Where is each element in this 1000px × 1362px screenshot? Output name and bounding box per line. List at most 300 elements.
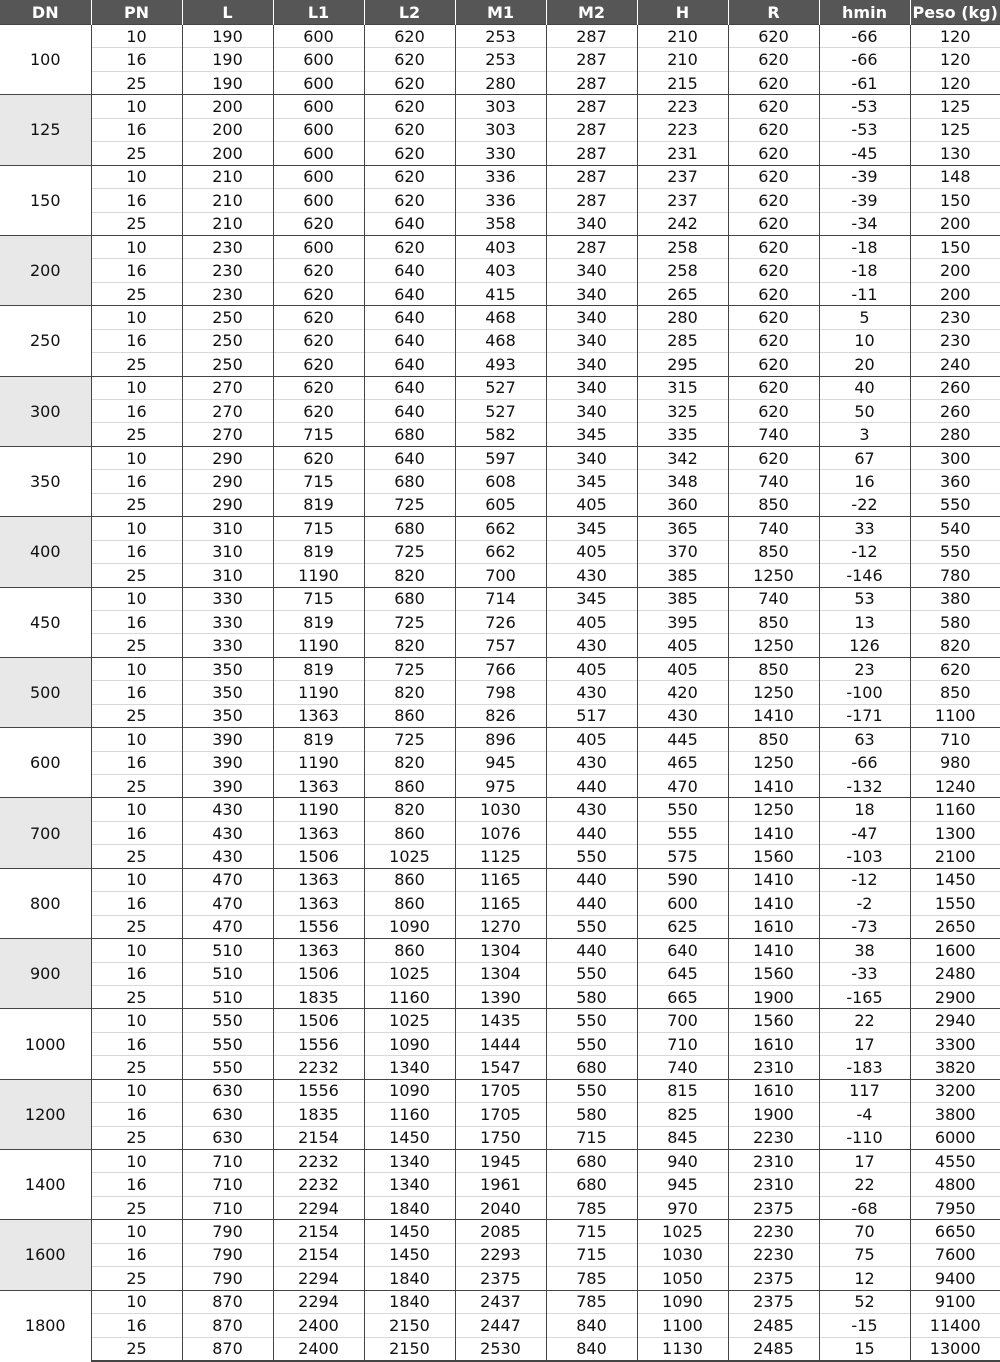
cell-pn: 10	[91, 868, 182, 891]
cell-h: 223	[637, 95, 728, 118]
cell-r: 620	[728, 95, 819, 118]
cell-l1: 819	[273, 728, 364, 751]
cell-l1: 2154	[273, 1220, 364, 1243]
cell-m2: 840	[546, 1337, 637, 1361]
cell-pn: 16	[91, 962, 182, 985]
cell-l2: 1840	[364, 1267, 455, 1290]
cell-dn: 150	[0, 165, 91, 235]
cell-h: 940	[637, 1150, 728, 1173]
table-row	[0, 493, 1000, 516]
cell-h: 335	[637, 423, 728, 446]
table-row	[0, 71, 1000, 94]
table-row	[0, 259, 1000, 282]
cell-l2: 620	[364, 165, 455, 188]
cell-l1: 600	[273, 71, 364, 94]
cell-r: 1250	[728, 681, 819, 704]
cell-l2: 640	[364, 376, 455, 399]
cell-l: 870	[182, 1337, 273, 1361]
cell-m1: 468	[455, 329, 546, 352]
cell-r: 850	[728, 493, 819, 516]
cell-r: 2310	[728, 1173, 819, 1196]
cell-h: 1100	[637, 1314, 728, 1337]
table-row	[0, 1103, 1000, 1126]
cell-l1: 819	[273, 493, 364, 516]
cell-l: 270	[182, 423, 273, 446]
cell-pn: 10	[91, 587, 182, 610]
cell-pn: 25	[91, 704, 182, 727]
cell-h: 640	[637, 939, 728, 962]
cell-hmin: -110	[819, 1126, 910, 1149]
cell-peso: 120	[910, 71, 1000, 94]
cell-peso: 125	[910, 95, 1000, 118]
cell-peso: 7950	[910, 1196, 1000, 1219]
cell-dn: 400	[0, 517, 91, 587]
cell-hmin: -165	[819, 985, 910, 1008]
cell-m2: 405	[546, 657, 637, 680]
cell-peso: 260	[910, 400, 1000, 423]
cell-m2: 680	[546, 1150, 637, 1173]
cell-peso: 360	[910, 470, 1000, 493]
cell-l: 270	[182, 400, 273, 423]
cell-m2: 340	[546, 376, 637, 399]
table-row	[0, 1032, 1000, 1055]
cell-l2: 620	[364, 25, 455, 48]
cell-m2: 440	[546, 939, 637, 962]
cell-h: 395	[637, 610, 728, 633]
cell-l1: 600	[273, 142, 364, 165]
cell-m1: 2040	[455, 1196, 546, 1219]
cell-h: 280	[637, 306, 728, 329]
cell-m1: 662	[455, 517, 546, 540]
cell-m2: 680	[546, 1056, 637, 1079]
cell-hmin: -33	[819, 962, 910, 985]
cell-hmin: -132	[819, 775, 910, 798]
cell-l: 230	[182, 259, 273, 282]
cell-m2: 340	[546, 353, 637, 376]
cell-pn: 10	[91, 1009, 182, 1032]
cell-l: 790	[182, 1267, 273, 1290]
column-header-r: R	[728, 0, 819, 25]
cell-l: 430	[182, 845, 273, 868]
cell-r: 740	[728, 423, 819, 446]
cell-h: 258	[637, 259, 728, 282]
cell-l1: 819	[273, 657, 364, 680]
cell-r: 2230	[728, 1243, 819, 1266]
cell-l1: 715	[273, 470, 364, 493]
cell-m2: 430	[546, 564, 637, 587]
cell-h: 590	[637, 868, 728, 891]
cell-hmin: 23	[819, 657, 910, 680]
cell-r: 1560	[728, 1009, 819, 1032]
cell-h: 348	[637, 470, 728, 493]
cell-pn: 10	[91, 657, 182, 680]
cell-m2: 550	[546, 1009, 637, 1032]
cell-m2: 517	[546, 704, 637, 727]
cell-l2: 640	[364, 212, 455, 235]
cell-m1: 1304	[455, 962, 546, 985]
cell-m1: 726	[455, 610, 546, 633]
cell-r: 1900	[728, 985, 819, 1008]
cell-m2: 345	[546, 517, 637, 540]
cell-pn: 10	[91, 517, 182, 540]
cell-hmin: 67	[819, 446, 910, 469]
cell-pn: 16	[91, 470, 182, 493]
cell-l2: 820	[364, 634, 455, 657]
table-row	[0, 1337, 1000, 1361]
cell-r: 1410	[728, 775, 819, 798]
table-row	[0, 1009, 1000, 1032]
cell-peso: 550	[910, 540, 1000, 563]
cell-l1: 620	[273, 446, 364, 469]
cell-m2: 785	[546, 1267, 637, 1290]
cell-r: 1250	[728, 798, 819, 821]
table-row	[0, 142, 1000, 165]
cell-pn: 16	[91, 821, 182, 844]
cell-m1: 358	[455, 212, 546, 235]
cell-h: 325	[637, 400, 728, 423]
cell-l1: 600	[273, 189, 364, 212]
cell-l2: 2150	[364, 1314, 455, 1337]
cell-l1: 1506	[273, 845, 364, 868]
cell-h: 575	[637, 845, 728, 868]
cell-l: 710	[182, 1173, 273, 1196]
cell-hmin: 126	[819, 634, 910, 657]
table-row	[0, 376, 1000, 399]
cell-r: 620	[728, 118, 819, 141]
table-row	[0, 189, 1000, 212]
cell-r: 850	[728, 610, 819, 633]
cell-m1: 2530	[455, 1337, 546, 1361]
cell-m1: 766	[455, 657, 546, 680]
cell-dn: 350	[0, 446, 91, 516]
cell-hmin: 10	[819, 329, 910, 352]
cell-m2: 550	[546, 1032, 637, 1055]
cell-r: 2230	[728, 1220, 819, 1243]
cell-l2: 1160	[364, 1103, 455, 1126]
cell-r: 620	[728, 306, 819, 329]
cell-hmin: 15	[819, 1337, 910, 1361]
cell-l2: 640	[364, 282, 455, 305]
table-row	[0, 306, 1000, 329]
cell-pn: 25	[91, 1267, 182, 1290]
cell-peso: 2940	[910, 1009, 1000, 1032]
cell-hmin: 22	[819, 1009, 910, 1032]
cell-hmin: -39	[819, 189, 910, 212]
cell-l2: 640	[364, 353, 455, 376]
cell-h: 555	[637, 821, 728, 844]
cell-peso: 550	[910, 493, 1000, 516]
cell-l: 630	[182, 1079, 273, 1102]
cell-m2: 340	[546, 259, 637, 282]
cell-h: 365	[637, 517, 728, 540]
table-row	[0, 353, 1000, 376]
cell-peso: 540	[910, 517, 1000, 540]
cell-h: 315	[637, 376, 728, 399]
cell-l1: 2232	[273, 1173, 364, 1196]
cell-hmin: 5	[819, 306, 910, 329]
cell-peso: 2650	[910, 915, 1000, 938]
cell-l1: 715	[273, 423, 364, 446]
cell-peso: 980	[910, 751, 1000, 774]
cell-pn: 10	[91, 1150, 182, 1173]
cell-r: 850	[728, 657, 819, 680]
cell-r: 1250	[728, 751, 819, 774]
cell-pn: 10	[91, 235, 182, 258]
cell-peso: 1240	[910, 775, 1000, 798]
cell-l2: 725	[364, 728, 455, 751]
cell-peso: 130	[910, 142, 1000, 165]
cell-l1: 715	[273, 587, 364, 610]
cell-pn: 25	[91, 423, 182, 446]
cell-peso: 710	[910, 728, 1000, 751]
cell-r: 740	[728, 470, 819, 493]
cell-h: 700	[637, 1009, 728, 1032]
cell-r: 620	[728, 25, 819, 48]
cell-r: 1410	[728, 704, 819, 727]
cell-pn: 10	[91, 1079, 182, 1102]
table-row	[0, 1079, 1000, 1102]
cell-peso: 120	[910, 48, 1000, 71]
column-header-hmin: hmin	[819, 0, 910, 25]
cell-m2: 287	[546, 95, 637, 118]
table-row	[0, 985, 1000, 1008]
cell-l2: 1090	[364, 915, 455, 938]
cell-pn: 16	[91, 48, 182, 71]
cell-m2: 405	[546, 540, 637, 563]
cell-hmin: 52	[819, 1290, 910, 1313]
cell-r: 1250	[728, 564, 819, 587]
column-header-peso: Peso (kg)	[910, 0, 1000, 25]
cell-hmin: 53	[819, 587, 910, 610]
cell-l: 330	[182, 634, 273, 657]
cell-l2: 1450	[364, 1243, 455, 1266]
cell-m2: 430	[546, 634, 637, 657]
cell-h: 360	[637, 493, 728, 516]
cell-m2: 440	[546, 775, 637, 798]
table-row	[0, 329, 1000, 352]
cell-l1: 819	[273, 610, 364, 633]
cell-l: 510	[182, 962, 273, 985]
cell-m1: 2085	[455, 1220, 546, 1243]
cell-l2: 725	[364, 657, 455, 680]
cell-dn: 200	[0, 235, 91, 305]
cell-m1: 2437	[455, 1290, 546, 1313]
cell-l1: 600	[273, 95, 364, 118]
cell-l1: 2154	[273, 1126, 364, 1149]
cell-r: 620	[728, 446, 819, 469]
cell-m1: 1125	[455, 845, 546, 868]
column-header-dn: DN	[0, 0, 91, 25]
cell-l1: 1363	[273, 892, 364, 915]
cell-dn: 600	[0, 728, 91, 798]
cell-l: 430	[182, 821, 273, 844]
table-row	[0, 1150, 1000, 1173]
cell-l2: 860	[364, 939, 455, 962]
cell-peso: 11400	[910, 1314, 1000, 1337]
cell-l2: 860	[364, 868, 455, 891]
cell-l2: 620	[364, 95, 455, 118]
cell-h: 385	[637, 587, 728, 610]
cell-peso: 280	[910, 423, 1000, 446]
cell-l: 550	[182, 1032, 273, 1055]
cell-hmin: -47	[819, 821, 910, 844]
cell-peso: 380	[910, 587, 1000, 610]
cell-l: 200	[182, 118, 273, 141]
cell-m1: 1444	[455, 1032, 546, 1055]
cell-m2: 550	[546, 962, 637, 985]
cell-peso: 125	[910, 118, 1000, 141]
cell-l: 470	[182, 915, 273, 938]
cell-l1: 1190	[273, 634, 364, 657]
cell-l2: 820	[364, 751, 455, 774]
cell-m1: 468	[455, 306, 546, 329]
cell-l: 790	[182, 1243, 273, 1266]
cell-l2: 680	[364, 423, 455, 446]
cell-m1: 2293	[455, 1243, 546, 1266]
table-row	[0, 423, 1000, 446]
table-row	[0, 1056, 1000, 1079]
cell-l2: 725	[364, 610, 455, 633]
cell-m2: 715	[546, 1243, 637, 1266]
cell-l: 350	[182, 704, 273, 727]
cell-l1: 1363	[273, 868, 364, 891]
cell-m2: 440	[546, 868, 637, 891]
cell-m1: 1165	[455, 868, 546, 891]
cell-r: 2230	[728, 1126, 819, 1149]
cell-dn: 1000	[0, 1009, 91, 1079]
cell-peso: 1600	[910, 939, 1000, 962]
cell-m1: 1705	[455, 1103, 546, 1126]
cell-hmin: 40	[819, 376, 910, 399]
cell-h: 370	[637, 540, 728, 563]
cell-l2: 2150	[364, 1337, 455, 1361]
cell-l: 190	[182, 48, 273, 71]
cell-peso: 230	[910, 306, 1000, 329]
cell-m1: 1390	[455, 985, 546, 1008]
cell-l1: 620	[273, 329, 364, 352]
cell-hmin: -18	[819, 259, 910, 282]
cell-l1: 620	[273, 353, 364, 376]
cell-pn: 10	[91, 1220, 182, 1243]
cell-hmin: -12	[819, 540, 910, 563]
cell-pn: 25	[91, 282, 182, 305]
cell-peso: 3200	[910, 1079, 1000, 1102]
cell-pn: 25	[91, 1337, 182, 1361]
cell-m2: 405	[546, 728, 637, 751]
cell-pn: 16	[91, 610, 182, 633]
cell-peso: 2480	[910, 962, 1000, 985]
cell-peso: 820	[910, 634, 1000, 657]
cell-hmin: -73	[819, 915, 910, 938]
cell-m2: 715	[546, 1126, 637, 1149]
cell-hmin: -183	[819, 1056, 910, 1079]
cell-pn: 16	[91, 1103, 182, 1126]
cell-l1: 2400	[273, 1314, 364, 1337]
cell-h: 600	[637, 892, 728, 915]
cell-hmin: 13	[819, 610, 910, 633]
table-row	[0, 470, 1000, 493]
cell-hmin: 33	[819, 517, 910, 540]
table-row	[0, 751, 1000, 774]
cell-l: 510	[182, 985, 273, 1008]
cell-pn: 10	[91, 446, 182, 469]
column-header-l2: L2	[364, 0, 455, 25]
column-header-m1: M1	[455, 0, 546, 25]
cell-l1: 620	[273, 400, 364, 423]
cell-pn: 25	[91, 1126, 182, 1149]
cell-h: 285	[637, 329, 728, 352]
cell-dn: 1600	[0, 1220, 91, 1290]
table-row	[0, 564, 1000, 587]
cell-dn: 125	[0, 95, 91, 165]
cell-peso: 620	[910, 657, 1000, 680]
cell-dn: 500	[0, 657, 91, 727]
table-row	[0, 681, 1000, 704]
cell-pn: 16	[91, 189, 182, 212]
cell-pn: 10	[91, 376, 182, 399]
table-row	[0, 517, 1000, 540]
column-header-h: H	[637, 0, 728, 25]
table-row	[0, 235, 1000, 258]
cell-h: 550	[637, 798, 728, 821]
cell-l2: 725	[364, 540, 455, 563]
cell-r: 620	[728, 329, 819, 352]
cell-peso: 4550	[910, 1150, 1000, 1173]
cell-r: 620	[728, 282, 819, 305]
cell-l1: 1506	[273, 962, 364, 985]
cell-r: 620	[728, 235, 819, 258]
cell-peso: 1550	[910, 892, 1000, 915]
cell-l1: 620	[273, 376, 364, 399]
cell-pn: 25	[91, 845, 182, 868]
cell-l: 710	[182, 1196, 273, 1219]
cell-peso: 120	[910, 25, 1000, 48]
cell-h: 945	[637, 1173, 728, 1196]
cell-l2: 1025	[364, 962, 455, 985]
cell-hmin: -171	[819, 704, 910, 727]
cell-m2: 287	[546, 48, 637, 71]
cell-m1: 1961	[455, 1173, 546, 1196]
cell-m1: 303	[455, 95, 546, 118]
cell-peso: 200	[910, 282, 1000, 305]
cell-l2: 860	[364, 775, 455, 798]
cell-pn: 16	[91, 1314, 182, 1337]
cell-h: 430	[637, 704, 728, 727]
table-row	[0, 212, 1000, 235]
cell-peso: 850	[910, 681, 1000, 704]
cell-r: 850	[728, 728, 819, 751]
cell-r: 2485	[728, 1314, 819, 1337]
cell-hmin: 70	[819, 1220, 910, 1243]
cell-hmin: -53	[819, 118, 910, 141]
cell-r: 1610	[728, 1032, 819, 1055]
cell-dn: 800	[0, 868, 91, 938]
cell-h: 1030	[637, 1243, 728, 1266]
cell-l: 210	[182, 212, 273, 235]
cell-l1: 2294	[273, 1290, 364, 1313]
cell-l: 710	[182, 1150, 273, 1173]
table-row	[0, 634, 1000, 657]
cell-m1: 605	[455, 493, 546, 516]
cell-l1: 2232	[273, 1150, 364, 1173]
cell-l2: 1450	[364, 1220, 455, 1243]
cell-r: 2375	[728, 1267, 819, 1290]
cell-h: 405	[637, 634, 728, 657]
cell-peso: 4800	[910, 1173, 1000, 1196]
cell-l2: 1450	[364, 1126, 455, 1149]
cell-l1: 1363	[273, 704, 364, 727]
cell-r: 1610	[728, 915, 819, 938]
